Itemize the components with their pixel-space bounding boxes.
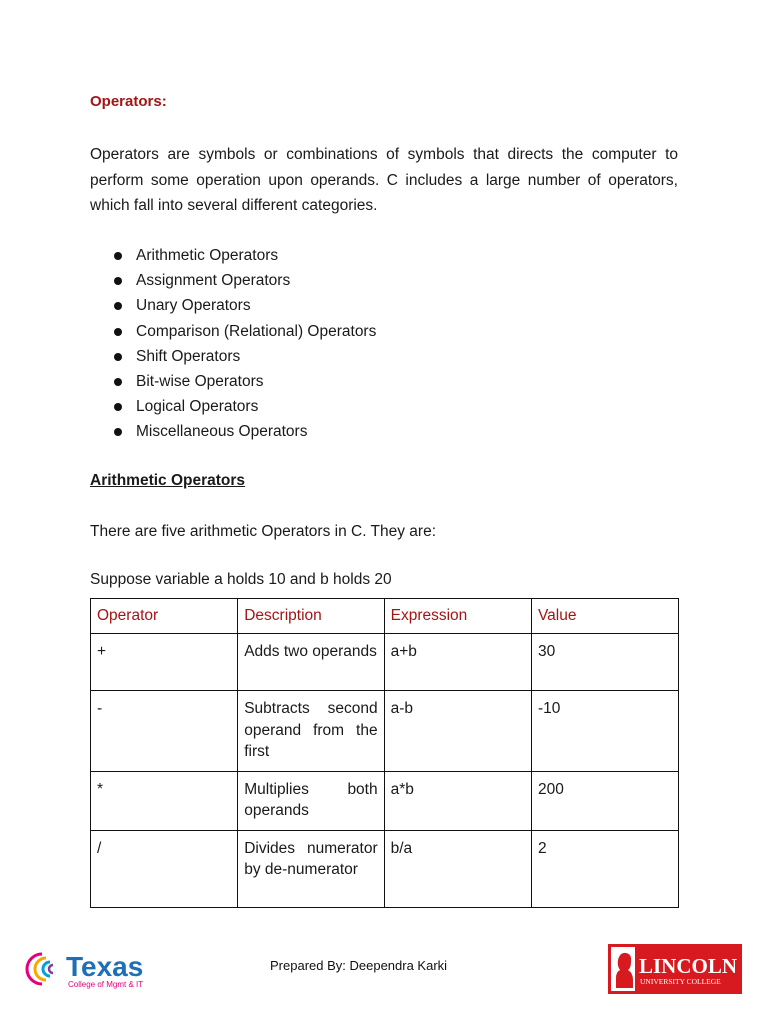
- header-operator: Operator: [91, 599, 238, 634]
- swirl-icon: [27, 954, 53, 984]
- cell-description: Divides numerator by de-numerator: [238, 830, 384, 907]
- list-item: Unary Operators: [112, 293, 376, 318]
- cell-expression: a+b: [384, 634, 531, 691]
- cell-description: Subtracts second operand from the first: [238, 691, 384, 772]
- list-item: Assignment Operators: [112, 268, 376, 293]
- arithmetic-heading: Arithmetic Operators: [90, 472, 246, 489]
- arithmetic-intro: There are five arithmetic Operators in C. They are:: [90, 523, 437, 540]
- lincoln-logo-subtext: UNIVERSITY COLLEGE: [640, 977, 721, 986]
- arithmetic-operators-table: [90, 598, 679, 908]
- table-row: [91, 691, 679, 772]
- lincoln-university-logo: [608, 944, 742, 994]
- cell-value: 200: [531, 771, 678, 830]
- cell-operator: *: [91, 771, 238, 830]
- table-header-row: [91, 599, 679, 634]
- texas-logo-subtext: College of Mgmt & IT: [68, 980, 144, 989]
- intro-paragraph: Operators are symbols or combinations of symbols that directs the computer to perform some operation upon operands. C includes a large number of operators, which fall into several different categories.: [90, 146, 678, 214]
- section-title: Operators:: [90, 93, 167, 110]
- texas-logo-text: Texas: [66, 951, 144, 982]
- texas-college-logo: [22, 946, 162, 991]
- header-description: Description: [238, 599, 384, 634]
- list-item: Miscellaneous Operators: [112, 419, 376, 444]
- cell-description: Multiplies both operands: [238, 771, 384, 830]
- list-item: Comparison (Relational) Operators: [112, 319, 376, 344]
- cell-operator: -: [91, 691, 238, 772]
- table-row: [91, 634, 679, 691]
- list-item: Arithmetic Operators: [112, 243, 376, 268]
- operator-categories-list: [112, 243, 376, 445]
- header-value: Value: [531, 599, 678, 634]
- list-item: Logical Operators: [112, 394, 376, 419]
- cell-value: 2: [531, 830, 678, 907]
- list-item: Bit-wise Operators: [112, 369, 376, 394]
- cell-expression: a*b: [384, 771, 531, 830]
- cell-description: Adds two operands: [238, 634, 384, 691]
- table-row: [91, 771, 679, 830]
- header-expression: Expression: [384, 599, 531, 634]
- lincoln-logo-text: LINCOLN: [639, 954, 738, 978]
- cell-expression: a-b: [384, 691, 531, 772]
- cell-value: 30: [531, 634, 678, 691]
- cell-operator: /: [91, 830, 238, 907]
- suppose-text: Suppose variable a holds 10 and b holds 20: [90, 571, 392, 588]
- cell-operator: +: [91, 634, 238, 691]
- table-row: [91, 830, 679, 907]
- list-item: Shift Operators: [112, 344, 376, 369]
- cell-value: -10: [531, 691, 678, 772]
- cell-expression: b/a: [384, 830, 531, 907]
- lincoln-bust-icon: [611, 947, 635, 991]
- prepared-by: Prepared By: Deependra Karki: [270, 958, 448, 973]
